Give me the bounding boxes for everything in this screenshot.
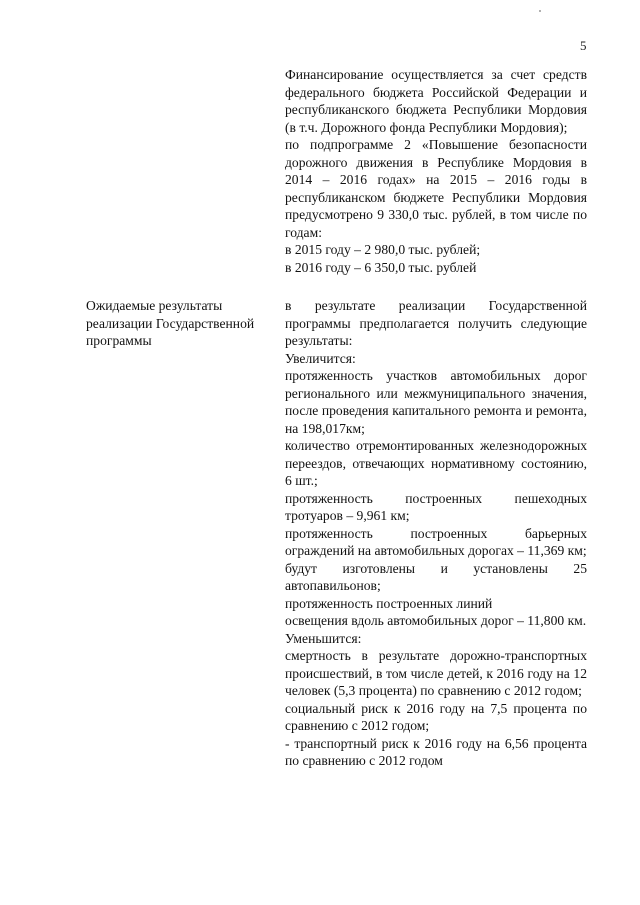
increase-item: протяженность построенных пешеходных тротуаров – 9,961 км; <box>285 490 587 523</box>
increase-item: протяженность построенных линий <box>285 595 493 611</box>
financing-paragraph-3: в 2015 году – 2 980,0 тыс. рублей; <box>285 242 481 257</box>
decrease-item: смертность в результате дорожно-транспортных происшествий, в том числе детей, к 2016 году на 12 человек (5,3 процента) по сравнению с 2012 годом; <box>285 648 587 698</box>
decrease-heading: Уменьшится: <box>285 630 362 646</box>
results-label-cell <box>86 297 272 350</box>
increase-item: протяженность построенных барьерных ограждений на автомобильных дорогах – 11,369 км; <box>285 525 587 558</box>
financing-paragraph-1: Финансирование осуществляется за счет средств федерального бюджета Российской Федерации и республиканского бюджета Республики Мордовия (в т.ч. Дорожного фонда Республики Мордовия); <box>285 67 587 135</box>
financing-text <box>285 66 587 276</box>
increase-heading: Увеличится: <box>285 350 356 366</box>
decrease-item: - транспортный риск к 2016 году на 6,56 процента по сравнению с 2012 годом <box>285 735 587 768</box>
page-number: 5 <box>580 38 587 53</box>
increase-item: будут изготовлены и установлены 25 автопавильонов; <box>285 560 587 593</box>
increase-item: количество отремонтированных железнодорожных переездов, отвечающих нормативному состоянию, 6 шт.; <box>285 438 587 488</box>
financing-paragraph-4: в 2016 году – 6 350,0 тыс. рублей <box>285 259 477 275</box>
increase-item: освещения вдоль автомобильных дорог – 11,800 км. <box>285 613 587 628</box>
increase-item: протяженность участков автомобильных дорог регионального или межмуниципального значения, после проведения капитального ремонта и ремонта, на 198,017км; <box>285 368 587 436</box>
results-intro: в результате реализации Государственной программы предполагается получить следующие результаты: <box>285 298 587 348</box>
results-label: Ожидаемые результаты реализации Государственной программы <box>86 298 255 348</box>
results-text <box>285 297 587 770</box>
scan-mark <box>539 10 541 12</box>
financing-paragraph-2: по подпрограмме 2 «Повышение безопасности дорожного движения в Республике Мордовия в 2014 – 2016 годах» на 2015 – 2016 годы в республиканском бюджете Республики Мордовия предусмотрено 9 330,0 тыс. рублей, в том числе по годам: <box>285 137 587 240</box>
decrease-item: социальный риск к 2016 году на 7,5 процента по сравнению с 2012 годом; <box>285 700 587 733</box>
